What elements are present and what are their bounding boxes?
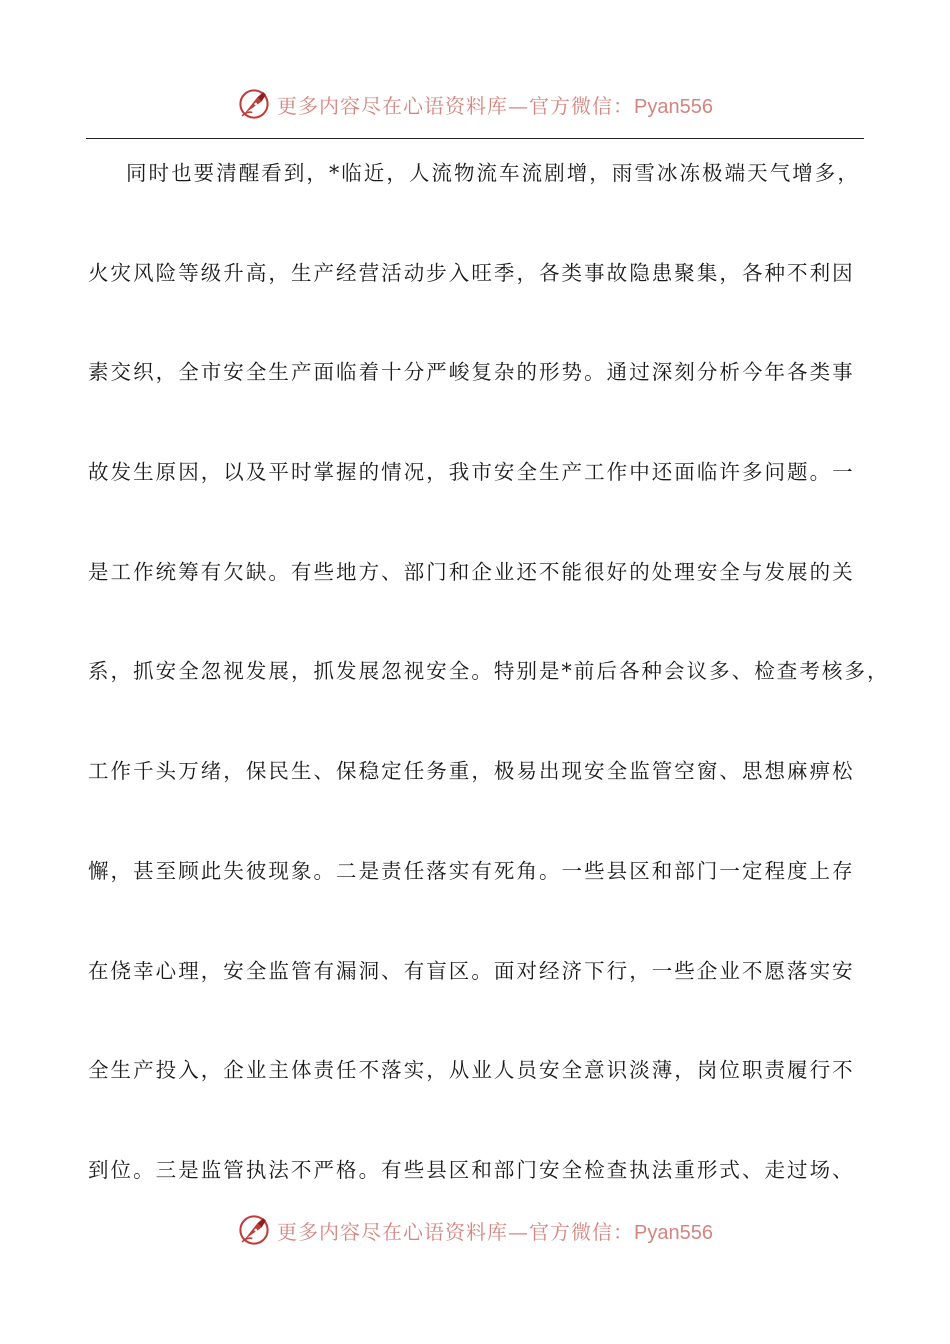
watermark-text: 更多内容尽在心语资料库—官方微信：Pyan556 bbox=[277, 93, 713, 118]
paragraph-line: 故发生原因，以及平时掌握的情况，我市安全生产工作中还面临许多问题。一 bbox=[88, 460, 855, 485]
paragraph-line: 到位。三是监管执法不严格。有些县区和部门安全检查执法重形式、走过场、 bbox=[88, 1157, 855, 1182]
paragraph-line: 是工作统筹有欠缺。有些地方、部门和企业还不能很好的处理安全与发展的关 bbox=[88, 559, 855, 584]
pen-nib-logo-icon bbox=[237, 87, 271, 121]
pen-nib-logo-icon bbox=[237, 1213, 271, 1247]
paragraph-line: 火灾风险等级升高，生产经营活动步入旺季，各类事故隐患聚集，各种不利因 bbox=[88, 260, 855, 285]
watermark-text: 更多内容尽在心语资料库—官方微信：Pyan556 bbox=[277, 1219, 713, 1244]
document-body bbox=[88, 148, 890, 1245]
paragraph-line: 在侥幸心理，安全监管有漏洞、有盲区。面对经济下行，一些企业不愿落实安 bbox=[88, 958, 855, 983]
footer-watermark bbox=[0, 1210, 950, 1250]
paragraph-line: 同时也要清醒看到，*临近，人流物流车流剧增，雨雪冰冻极端天气增多， bbox=[126, 161, 860, 185]
header-divider bbox=[86, 138, 864, 139]
paragraph-line: 懈，甚至顾此失彼现象。二是责任落实有死角。一些县区和部门一定程度上存 bbox=[88, 858, 855, 883]
paragraph-line: 全生产投入，企业主体责任不落实，从业人员安全意识淡薄，岗位职责履行不 bbox=[88, 1058, 855, 1083]
watermark-handle: Pyan556 bbox=[634, 1221, 713, 1244]
paragraph-line: 系，抓安全忽视发展，抓发展忽视安全。特别是*前后各种会议多、检查考核多， bbox=[88, 659, 890, 684]
paragraph-line: 工作千头万绪，保民生、保稳定任务重，极易出现安全监管空窗、思想麻痹松 bbox=[88, 759, 855, 784]
header-watermark bbox=[0, 84, 950, 124]
paragraph-line: 素交织，全市安全生产面临着十分严峻复杂的形势。通过深刻分析今年各类事 bbox=[88, 360, 855, 385]
watermark-handle: Pyan556 bbox=[634, 95, 713, 118]
